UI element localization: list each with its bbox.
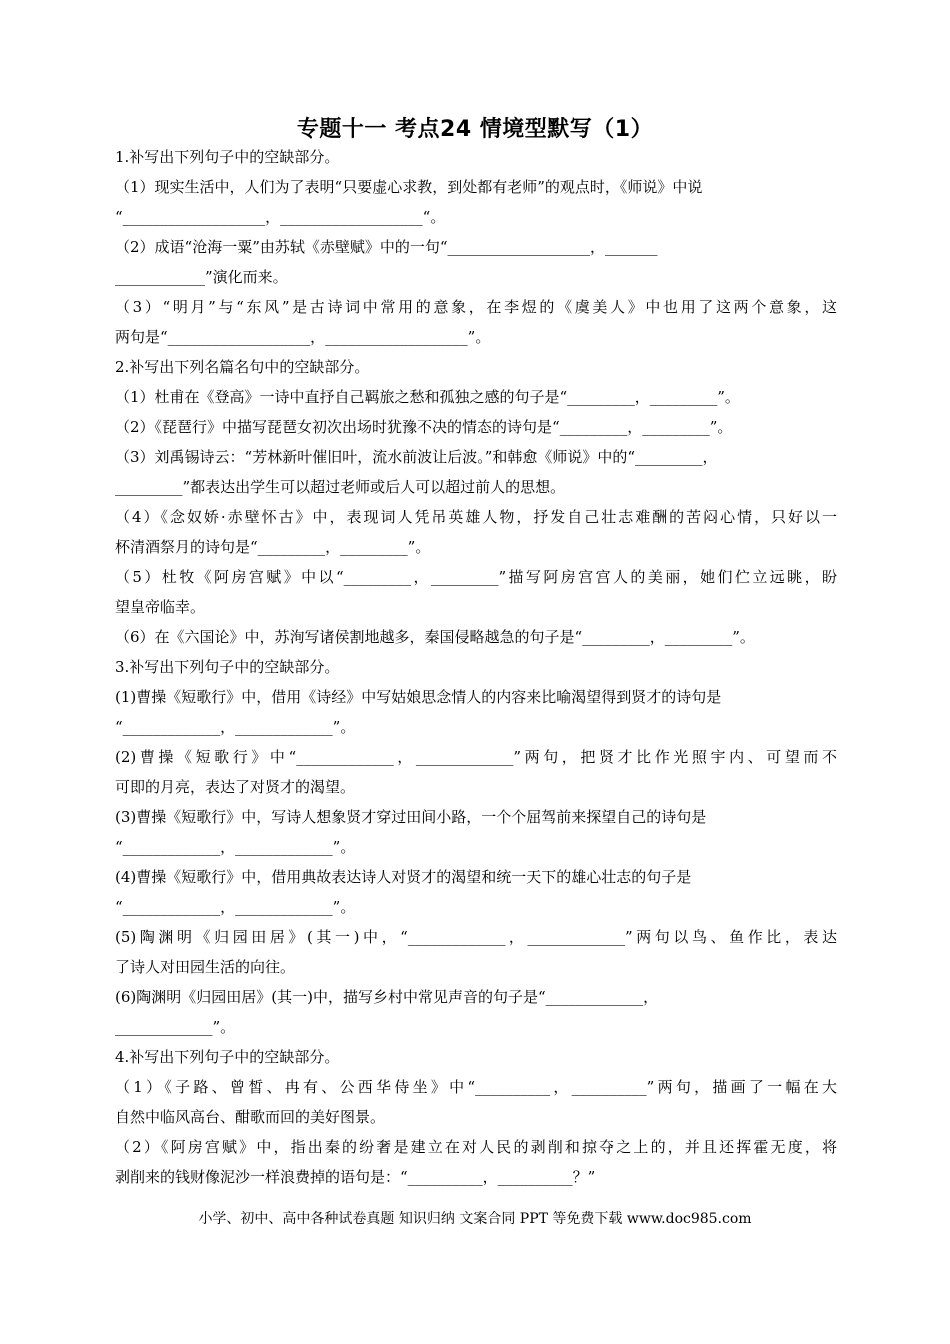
text-line: (1)曹操《短歌行》中，借用《诗经》中写姑娘思念情人的内容来比喻渴望得到贤才的诗句是 xyxy=(115,688,722,706)
text-line: “_____________，_____________”。 xyxy=(115,838,356,856)
text-line: (6)陶渊明《归园田居》(其一)中，描写乡村中常见声音的句子是“_____________， xyxy=(115,988,659,1006)
text-line: 4.补写出下列句子中的空缺部分。 xyxy=(115,1048,340,1066)
text-line: (3)曹操《短歌行》中，写诗人想象贤才穿过田间小路，一个个屈驾前来探望自己的诗句是 xyxy=(115,808,707,826)
text-line: 剥削来的钱财像泥沙一样浪费掉的语句是：“__________，__________？” xyxy=(115,1168,596,1186)
text-line: 杯清酒祭月的诗句是“_________，_________”。 xyxy=(115,538,431,556)
text-line: （4）《念奴娇·赤壁怀古》中，表现词人凭吊英雄人物，抒发自己壮志难酬的苦闷心情，只好以一 xyxy=(115,508,837,526)
text-line: 1.补写出下列句子中的空缺部分。 xyxy=(115,148,340,166)
text-line: 望皇帝临幸。 xyxy=(115,598,206,616)
text-line: （3）刘禹锡诗云：“芳林新叶催旧叶，流水前波让后波。”和韩愈《师说》中的“_________， xyxy=(115,448,718,466)
page-footer: 小学、初中、高中各种试卷真题 知识归纳 文案合同 PPT 等免费下载 www.doc985.com xyxy=(198,1211,752,1227)
text-line: （2）成语“沧海一粟”由苏轼《赤壁赋》中的一句“___________________，_______ xyxy=(115,238,658,256)
text-line: 可即的月亮，表达了对贤才的渴望。 xyxy=(115,778,356,796)
text-line: （5）杜牧《阿房宫赋》中以“_________，_________”描写阿房宫宫人的美丽，她们伫立远眺，盼 xyxy=(115,568,837,586)
text-line: （6）在《六国论》中，苏洵写诸侯割地越多，秦国侵略越急的句子是“_________，_________”。 xyxy=(115,628,755,646)
text-line: 自然中临风高台、酣歌而回的美好图景。 xyxy=(115,1108,386,1126)
text-line: （3）“明月”与“东风”是古诗词中常用的意象，在李煜的《虞美人》中也用了这两个意象，这 xyxy=(115,298,837,316)
text-line: _________”都表达出学生可以超过老师或后人可以超过前人的思想。 xyxy=(115,478,566,496)
question-body xyxy=(115,142,837,1192)
text-line: (5)陶渊明《归园田居》(其一)中，“_____________，_____________”两句以鸟、鱼作比，表达 xyxy=(115,928,837,946)
text-line: _____________”。 xyxy=(115,1018,236,1036)
page-title: 专题十一 考点24 情境型默写（1） xyxy=(296,117,654,142)
text-line: “___________________，___________________“。 xyxy=(115,208,446,226)
text-line: 了诗人对田园生活的向往。 xyxy=(115,958,296,976)
text-line: （2）《阿房宫赋》中，指出秦的纷奢是建立在对人民的剥削和掠夺之上的，并且还挥霍无度，将 xyxy=(115,1138,837,1156)
text-line: (2)曹操《短歌行》中“_____________，_____________”两句，把贤才比作光照宇内、可望而不 xyxy=(115,748,837,766)
text-line: （1）杜甫在《登高》一诗中直抒自己羁旅之愁和孤独之感的句子是“_________，_________”。 xyxy=(115,388,740,406)
text-line: （1）《子路、曾皙、冉有、公西华侍坐》中“__________，__________”两句，描画了一幅在大 xyxy=(115,1078,837,1096)
text-line: （2）《琵琶行》中描写琵琶女初次出场时犹豫不决的情态的诗句是“_________，_________”。 xyxy=(115,418,733,436)
text-line: （1）现实生活中，人们为了表明“只要虚心求教，到处都有老师”的观点时，《师说》中说 xyxy=(115,178,703,196)
text-line: (4)曹操《短歌行》中，借用典故表达诗人对贤才的渴望和统一天下的雄心壮志的句子是 xyxy=(115,868,692,886)
text-line: 3.补写出下列句子中的空缺部分。 xyxy=(115,658,340,676)
text-line: ____________”演化而来。 xyxy=(115,268,288,286)
text-line: “_____________，_____________”。 xyxy=(115,898,356,916)
text-line: 2.补写出下列名篇名句中的空缺部分。 xyxy=(115,358,370,376)
text-line: 两句是“___________________，___________________”。 xyxy=(115,328,491,346)
text-line: “_____________，_____________”。 xyxy=(115,718,356,736)
